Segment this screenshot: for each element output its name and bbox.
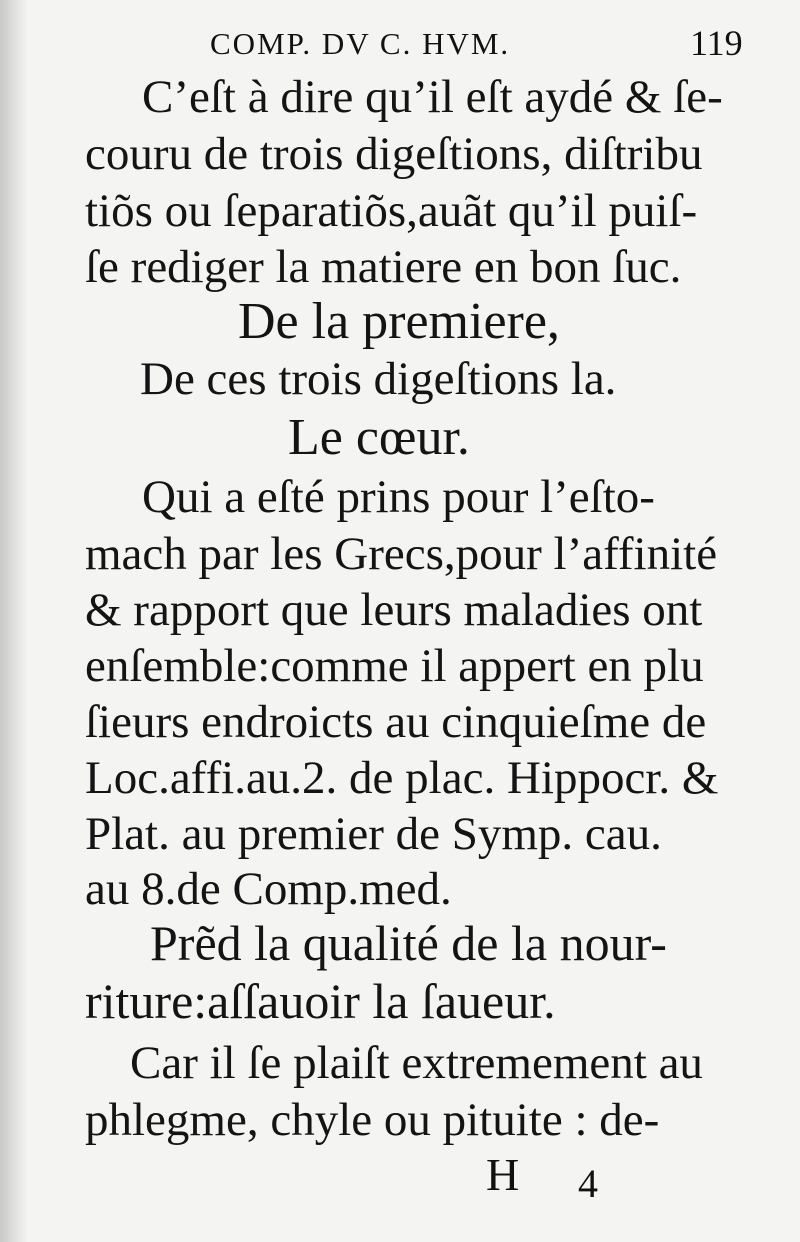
text-line: ſieurs endroicts au cinquieſme de — [85, 696, 707, 748]
page-gutter-shadow — [0, 0, 28, 1242]
text-line: Loc.affi.au.2. de plac. Hippocr. & — [85, 752, 719, 804]
section-subheading: De ces trois digeſtions la. — [140, 353, 617, 405]
text-line: ſe rediger la matiere en bon ſuc. — [85, 241, 682, 293]
text-line: au 8.de Comp.med. — [85, 863, 452, 915]
text-line: & rapport que leurs maladies ont — [85, 584, 703, 636]
signature-mark: H — [486, 1149, 520, 1200]
text-line: Car il ſe plaiſt extremement au — [130, 1037, 703, 1089]
text-line: Plat. au premier de Symp. cau. — [85, 808, 662, 860]
signature-number: 4 — [578, 1161, 598, 1206]
text-line: Qui a eſté prins pour l’eſto- — [142, 471, 655, 523]
section-heading: De la premiere, — [238, 293, 560, 350]
text-line: phlegme, chyle ou pituite : de- — [85, 1094, 660, 1146]
text-line: C’eſt à dire qu’il eſt aydé & ſe- — [142, 71, 723, 123]
text-line: couru de trois digeſtions, diſtribu — [85, 128, 703, 180]
running-head: COMP. DV C. HVM. — [210, 26, 511, 61]
text-line: tiõs ou ſeparatiõs,auãt qu’il puiſ- — [85, 185, 698, 237]
page-number: 119 — [690, 23, 743, 63]
text-line: mach par les Grecs,pour l’affinité — [85, 528, 718, 580]
text-line: Prẽd la qualité de la nour- — [150, 915, 667, 971]
text-line: enſemble:comme il appert en plu — [85, 640, 704, 692]
text-line: riture:aſſauoir la ſaueur. — [85, 973, 556, 1029]
section-heading: Le cœur. — [288, 409, 470, 466]
